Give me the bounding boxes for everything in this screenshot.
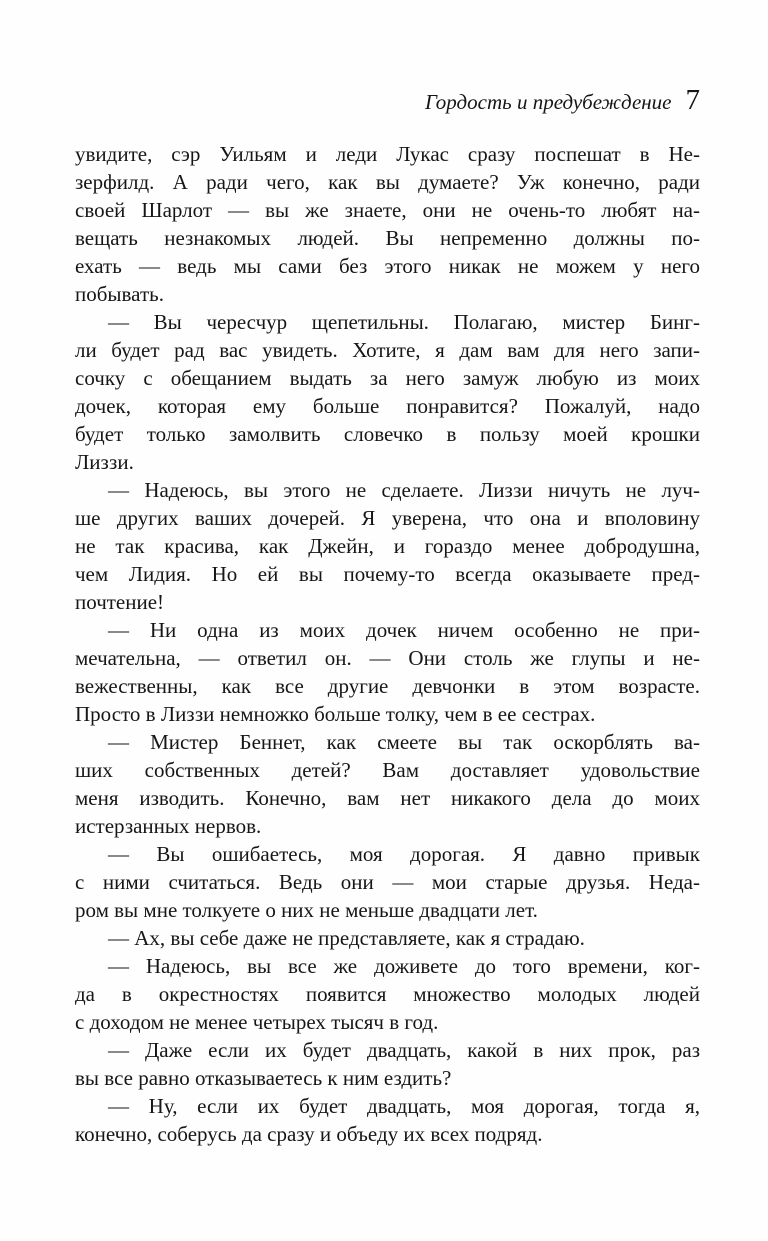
text-line: Лиззи. xyxy=(75,450,134,474)
page-number: 7 xyxy=(685,84,700,116)
text-line: не так красива, как Джейн, и гораздо менее добродушна, xyxy=(75,534,700,558)
running-title: Гордость и предубеждение xyxy=(424,90,672,114)
paragraph xyxy=(75,140,700,308)
page-header xyxy=(75,86,700,115)
text-line: вежественны, как все другие девчонки в этом возрасте. xyxy=(75,674,700,698)
text-line: Просто в Лиззи немножко больше толку, чем в ее сестрах. xyxy=(75,702,596,726)
text-line: вы все равно отказываетесь к ним ездить? xyxy=(75,1066,452,1090)
paragraph xyxy=(75,924,700,952)
text-line: меня изводить. Конечно, вам нет никакого дела до моих xyxy=(75,786,700,810)
text-line: увидите, сэр Уильям и леди Лукас сразу поспешат в Не- xyxy=(75,142,700,166)
paragraph xyxy=(75,476,700,616)
text-line: зерфилд. А ради чего, как вы думаете? Уж конечно, ради xyxy=(75,170,700,194)
text-line: конечно, соберусь да сразу и объеду их всех подряд. xyxy=(75,1122,543,1146)
text-line: — Надеюсь, вы все же доживете до того времени, ког- xyxy=(108,954,700,978)
text-line: вещать незнакомых людей. Вы непременно должны по- xyxy=(75,226,700,250)
text-line: да в окрестностях появится множество молодых людей xyxy=(75,982,700,1006)
text-line: сочку с обещанием выдать за него замуж любую из моих xyxy=(75,366,700,390)
text-line: мечательна, — ответил он. — Они столь же глупы и не- xyxy=(75,646,700,670)
text-line: — Вы чересчур щепетильны. Полагаю, мистер Бинг- xyxy=(108,310,700,334)
text-line: почтение! xyxy=(75,590,165,614)
text-line: дочек, которая ему больше понравится? Пожалуй, надо xyxy=(75,394,700,418)
text-line: своей Шарлот — вы же знаете, они не очень-то любят на- xyxy=(75,198,700,222)
paragraph xyxy=(75,1092,700,1148)
paragraph xyxy=(75,308,700,476)
text-line: ше других ваших дочерей. Я уверена, что она и вполовину xyxy=(75,506,700,530)
text-line: — Ну, если их будет двадцать, моя дорогая, тогда я, xyxy=(108,1094,700,1118)
paragraph xyxy=(75,840,700,924)
paragraph xyxy=(75,952,700,1036)
text-line: чем Лидия. Но ей вы почему-то всегда оказываете пред- xyxy=(75,562,700,586)
text-line: побывать. xyxy=(75,282,164,306)
text-line: — Мистер Беннет, как смеете вы так оскорблять ва- xyxy=(108,730,700,754)
paragraph xyxy=(75,1036,700,1092)
text-line: — Ах, вы себе даже не представляете, как я страдаю. xyxy=(108,926,585,950)
text-line: ших собственных детей? Вам доставляет удовольствие xyxy=(75,758,700,782)
text-line: ли будет рад вас увидеть. Хотите, я дам вам для него запи- xyxy=(75,338,700,362)
text-line: — Надеюсь, вы этого не сделаете. Лиззи ничуть не луч- xyxy=(108,478,700,502)
text-line: с доходом не менее четырех тысяч в год. xyxy=(75,1010,439,1034)
paragraph xyxy=(75,616,700,728)
text-line: — Ни одна из моих дочек ничем особенно не при- xyxy=(108,618,700,642)
body-text xyxy=(75,140,700,1148)
text-line: будет только замолвить словечко в пользу моей крошки xyxy=(75,422,700,446)
text-line: ехать — ведь мы сами без этого никак не можем у него xyxy=(75,254,700,278)
text-line: — Даже если их будет двадцать, какой в них прок, раз xyxy=(108,1038,700,1062)
text-line: ром вы мне толкуете о них не меньше двадцати лет. xyxy=(75,898,538,922)
text-line: с ними считаться. Ведь они — мои старые друзья. Неда- xyxy=(75,870,700,894)
text-line: — Вы ошибаетесь, моя дорогая. Я давно привык xyxy=(108,842,700,866)
text-line: истерзанных нервов. xyxy=(75,814,262,838)
paragraph xyxy=(75,728,700,840)
